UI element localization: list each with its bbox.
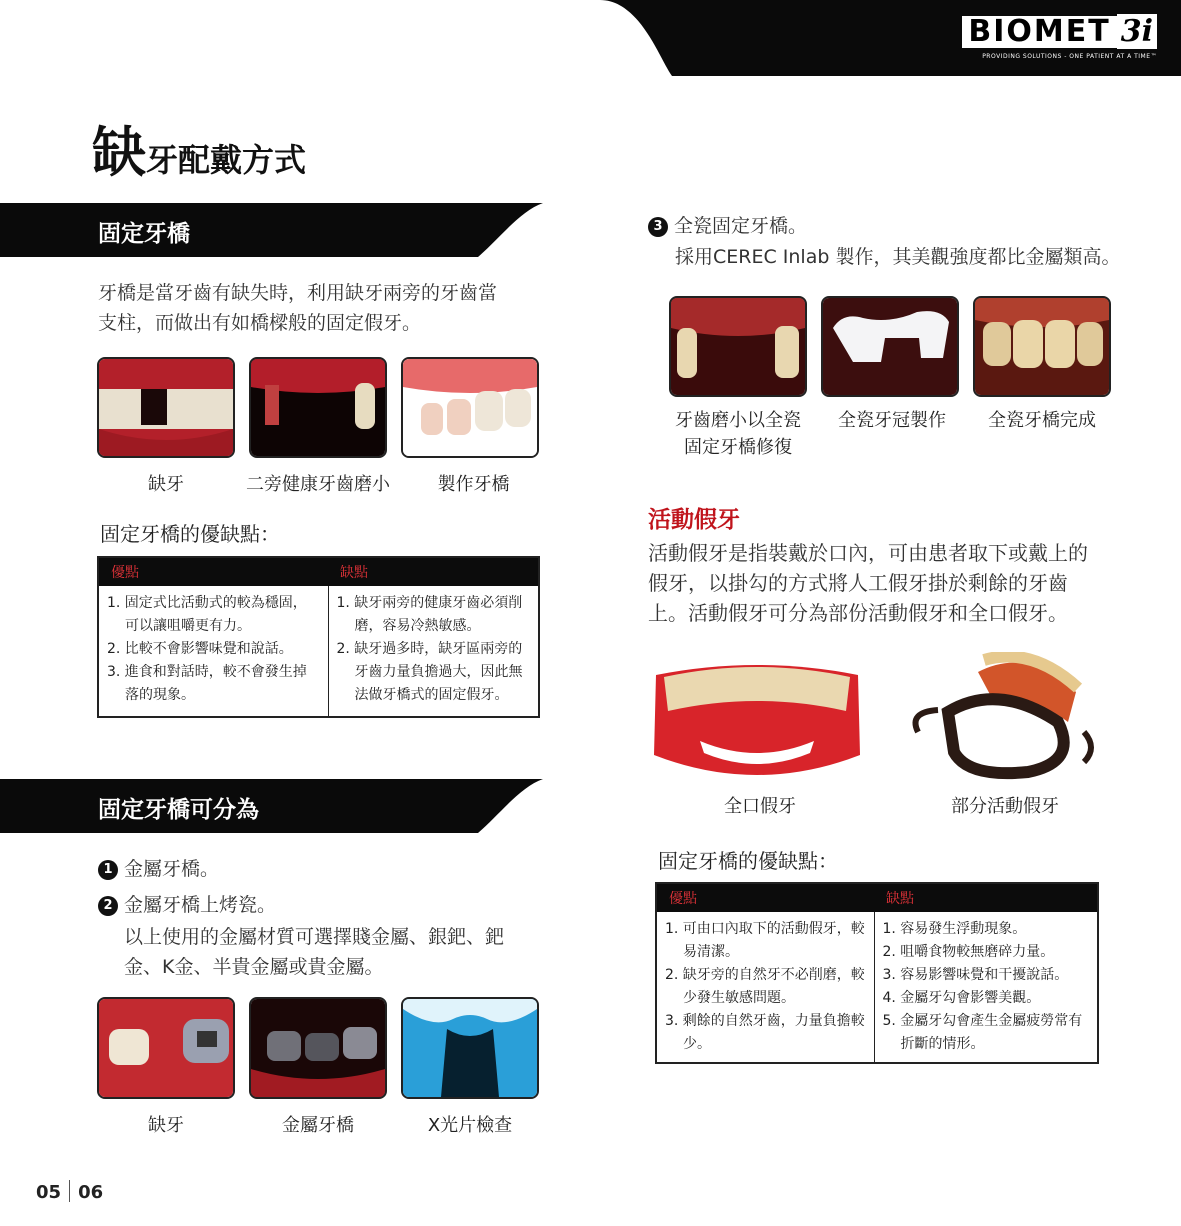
- pros-header: 優點: [98, 557, 328, 586]
- caption-partial-denture: 部分活動假牙: [951, 796, 1059, 817]
- bridge-type-2-desc: [124, 922, 544, 982]
- page-title: [92, 110, 306, 187]
- caption-missing-tooth: 缺牙: [148, 474, 184, 495]
- pros-item: 2. 比較不會影響味覺和說話。: [107, 641, 293, 657]
- caption-bridge-making: 製作牙橋: [437, 474, 510, 495]
- partial-denture-image: [908, 652, 1098, 786]
- intro-line: 支柱，而做出有如橋樑般的固定假牙。: [98, 312, 422, 334]
- cons-item: 4. 金屬牙勾會影響美觀。: [882, 990, 1041, 1006]
- biomet-logo: [962, 14, 1157, 60]
- bridge-type-3: [648, 211, 807, 241]
- removable-intro: [648, 538, 1148, 628]
- fixed-bridge-pros-cons-heading: 固定牙橋的優缺點：: [100, 522, 280, 546]
- desc-line: 金、K金、半貴金屬或貴金屬。: [124, 956, 384, 978]
- caption-line: 固定牙橋修復: [684, 437, 792, 458]
- photo-missing-tooth: [97, 357, 235, 458]
- caption-missing-tooth-2: 缺牙: [148, 1115, 184, 1136]
- cons-cell: [874, 912, 1098, 1063]
- desc-line: 以上使用的金屬材質可選擇賤金屬、銀鈀、鈀: [124, 926, 505, 948]
- cons-item: 1. 缺牙兩旁的健康牙齒必須削磨，容易冷熱敏感。: [336, 595, 523, 634]
- pros-header: 優點: [656, 883, 874, 912]
- bridge-type-2-label: 金屬牙橋上烤瓷。: [124, 894, 277, 916]
- page-number-left: 05: [36, 1182, 62, 1203]
- pros-item: 1. 可由口內取下的活動假牙，較易清潔。: [665, 921, 865, 960]
- logo-tagline: PROVIDING SOLUTIONS - ONE PATIENT AT A TIME™: [982, 53, 1157, 60]
- fixed-bridge-pros-cons-table: [97, 556, 540, 718]
- caption-metal-bridge: 金屬牙橋: [282, 1115, 354, 1136]
- caption-xray: X光片檢查: [427, 1115, 513, 1136]
- bridge-type-2: [98, 890, 276, 920]
- caption-line: 牙齒磨小以全瓷: [675, 410, 801, 431]
- title-rest: 牙配戴方式: [146, 141, 307, 179]
- cons-item: 2. 咀嚼食物較無磨碎力量。: [882, 944, 1055, 960]
- number-badge-1: 1: [98, 860, 118, 880]
- pros-item: 3. 進食和對話時，較不會發生掉落的現象。: [107, 664, 307, 703]
- photo-xray: [401, 997, 539, 1099]
- full-denture-image: [650, 655, 865, 789]
- cons-header: 缺點: [874, 883, 1098, 912]
- photo-missing-tooth-2: [97, 997, 235, 1099]
- cons-cell: [328, 586, 539, 717]
- intro-line: 牙橋是當牙齒有缺失時，利用缺牙兩旁的牙齒當: [98, 282, 498, 304]
- intro-line: 活動假牙是指裝戴於口內，可由患者取下或戴上的: [648, 541, 1088, 565]
- number-badge-2: 2: [98, 896, 118, 916]
- cons-item: 3. 容易影響味覺和干擾說話。: [882, 967, 1069, 983]
- pros-item: 2. 缺牙旁的自然牙不必削磨，較少發生敏感問題。: [665, 967, 865, 1006]
- footer-band: [0, 1192, 1181, 1226]
- cons-header: 缺點: [328, 557, 539, 586]
- caption-ceramic-complete: 全瓷牙橋完成: [988, 410, 1096, 431]
- intro-line: 假牙，以掛勾的方式將人工假牙掛於剩餘的牙齒: [648, 571, 1068, 595]
- bridge-type-3-label: 全瓷固定牙橋。: [674, 215, 808, 237]
- logo-3i: 3i: [1117, 14, 1157, 49]
- photo-ceramic-complete: [973, 296, 1111, 397]
- photo-metal-bridge: [249, 997, 387, 1099]
- bridge-type-1: [98, 854, 219, 884]
- pros-item: 3. 剩餘的自然牙齒，力量負擔較少。: [665, 1013, 865, 1052]
- intro-line: 上。活動假牙可分為部份活動假牙和全口假牙。: [648, 601, 1068, 625]
- pros-cell: [98, 586, 328, 717]
- cons-item: 2. 缺牙過多時，缺牙區兩旁的牙齒力量負擔過大，因此無法做牙橋式的固定假牙。: [336, 641, 523, 703]
- cons-item: 5. 金屬牙勾會產生金屬疲勞常有折斷的情形。: [882, 1013, 1083, 1052]
- bridge-type-1-label: 金屬牙橋。: [124, 858, 220, 880]
- fixed-bridge-intro: [98, 278, 548, 338]
- photo-prepared-teeth: [249, 357, 387, 458]
- ceramic-desc: 採用CEREC Inlab 製作，其美觀強度都比金屬類高。: [675, 246, 1121, 268]
- caption-ceramic-crown: 全瓷牙冠製作: [838, 410, 946, 431]
- removable-heading: 活動假牙: [648, 507, 740, 533]
- removable-pros-cons-heading: 固定牙橋的優缺點：: [658, 849, 838, 873]
- page-number-divider: [69, 1180, 70, 1202]
- photo-bridge-making: [401, 357, 539, 458]
- page-numbers: [36, 1180, 103, 1203]
- photo-ceramic-crown: [821, 296, 959, 397]
- section-bar-bridge-types: [0, 779, 545, 833]
- number-badge-3: 3: [648, 217, 668, 237]
- logo-wordmark: BIOMET: [962, 16, 1116, 48]
- caption-ceramic-prep: [658, 407, 818, 461]
- section-title-bridge-types: 固定牙橋可分為: [98, 797, 259, 823]
- pros-cell: [656, 912, 874, 1063]
- title-first-char: 缺: [92, 121, 146, 184]
- header-bar: [0, 0, 1181, 76]
- section-title-fixed-bridge: 固定牙橋: [98, 221, 190, 247]
- removable-pros-cons-table: [655, 882, 1099, 1064]
- cons-item: 1. 容易發生浮動現象。: [882, 921, 1027, 937]
- caption-prepared-teeth: 二旁健康牙齒磨小: [246, 474, 390, 495]
- caption-full-denture: 全口假牙: [724, 796, 796, 817]
- section-bar-fixed-bridge: [0, 203, 545, 257]
- page-number-right: 06: [78, 1182, 104, 1203]
- photo-ceramic-prep: [669, 296, 807, 397]
- pros-item: 1. 固定式比活動式的較為穩固，可以讓咀嚼更有力。: [107, 595, 307, 634]
